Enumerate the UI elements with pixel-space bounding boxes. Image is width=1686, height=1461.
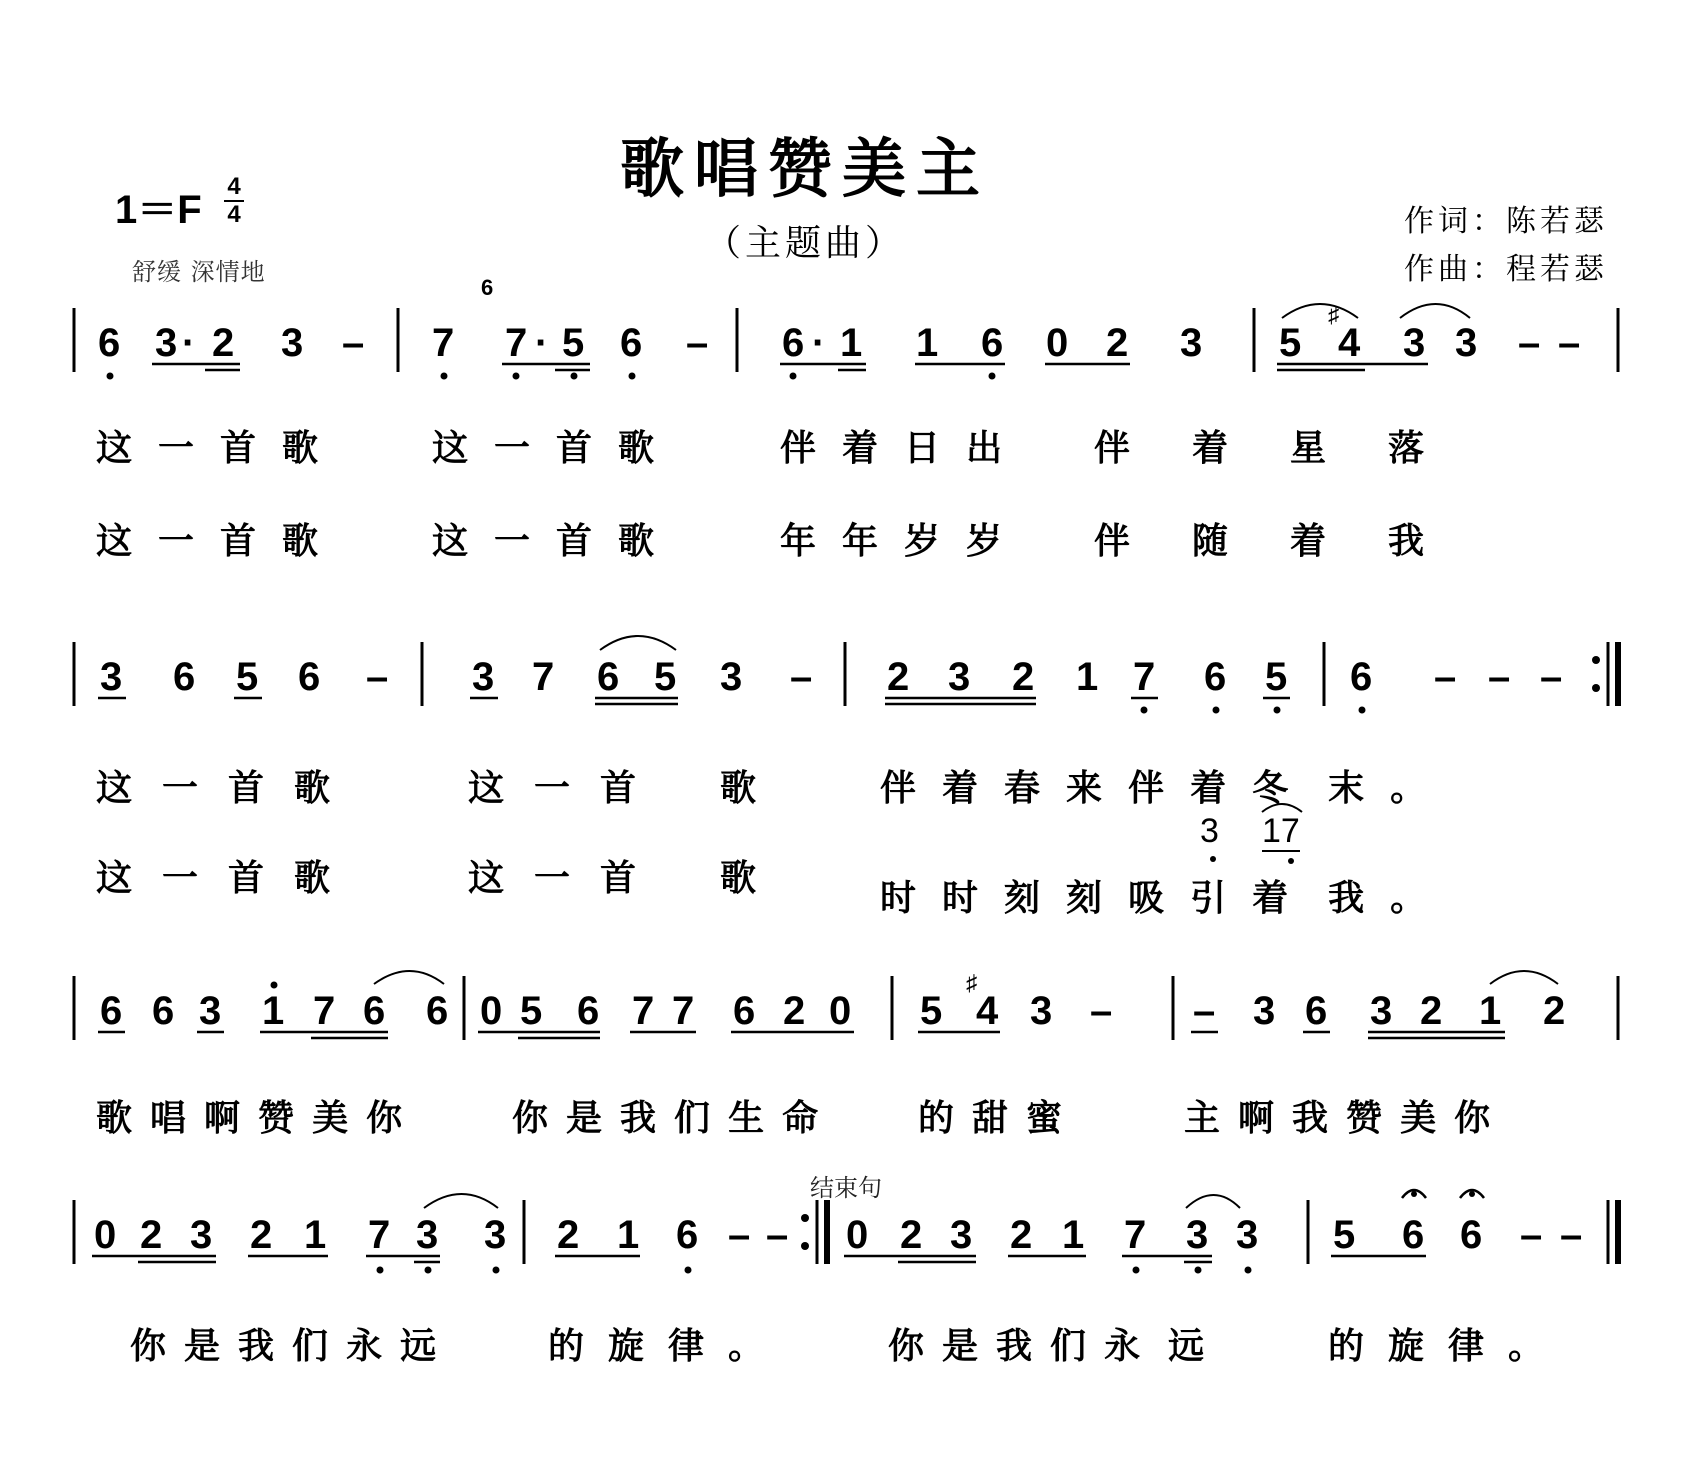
dash: –	[366, 655, 389, 699]
note: 3	[416, 1213, 439, 1257]
lyric-char: 美	[1400, 1097, 1455, 1139]
note: 1	[1479, 989, 1502, 1033]
ending-label: 结束句	[810, 1174, 882, 1202]
lyric-char: 春	[1004, 767, 1067, 809]
lyric-char: 生	[728, 1097, 783, 1139]
lyric-char: 首	[228, 767, 295, 809]
lyrics-row-1-verse-2d	[1094, 513, 1486, 564]
lyric-char: 你	[366, 1097, 421, 1139]
lyric-char: 美	[312, 1097, 367, 1139]
tempo-marking: 舒缓 深情地	[132, 258, 266, 286]
row-4-notes	[94, 1213, 1582, 1257]
composer-credit: 作曲：程若瑟	[1404, 252, 1608, 287]
lyric-char: 年	[780, 520, 843, 562]
row-2-notes	[100, 655, 1562, 699]
lyric-char: 伴	[880, 767, 943, 809]
note: 2	[212, 321, 235, 365]
note: 7	[368, 1213, 391, 1257]
lyric-char: 是	[942, 1325, 997, 1367]
note: 3	[1236, 1213, 1259, 1257]
lyrics-row-2-verse-2c	[880, 870, 1452, 921]
lyric-char: 的	[1328, 1325, 1389, 1367]
lyric-char: 这	[468, 767, 535, 809]
note: 0	[94, 1213, 117, 1257]
note: 3	[199, 989, 222, 1033]
note: 5	[1265, 655, 1288, 699]
row-3-notes	[100, 970, 1565, 1033]
note: 4	[1338, 321, 1361, 365]
note: 3	[1455, 321, 1478, 365]
lyric-char: 啊	[1238, 1097, 1293, 1139]
row-1-notes	[98, 275, 1580, 365]
note: 2	[1012, 655, 1035, 699]
note: 3	[1186, 1213, 1209, 1257]
lyric-char: 年	[842, 520, 905, 562]
lyric-char: 你	[512, 1097, 567, 1139]
lyrics-row-4c	[888, 1318, 1222, 1369]
sharp: ♯	[1328, 302, 1339, 327]
lyrics-row-3b	[512, 1090, 836, 1141]
note: 3	[484, 1213, 507, 1257]
dash: –	[1488, 655, 1511, 699]
note: 2	[887, 655, 910, 699]
lyric-char: 着	[1252, 877, 1315, 919]
fermata-dot	[1411, 1191, 1417, 1197]
fermata-dot	[1469, 1191, 1475, 1197]
lyric-char: 歌	[96, 1097, 151, 1139]
lyric-char: 我	[1388, 520, 1487, 562]
note: 3	[100, 655, 123, 699]
note: 2	[1106, 321, 1129, 365]
note: 7	[1124, 1213, 1147, 1257]
lyric-char: 永	[346, 1325, 401, 1367]
lyric-char: 们	[1050, 1325, 1105, 1367]
note: 3	[1253, 989, 1276, 1033]
lyric-char: 伴	[1128, 767, 1191, 809]
alt-note-pair: 17	[1262, 812, 1300, 850]
lyric-char: 旋	[1388, 1325, 1449, 1367]
lyrics-row-4d	[1328, 1318, 1568, 1369]
lyric-char: 星	[1290, 427, 1389, 469]
dash: –	[1434, 655, 1457, 699]
lyric-char: 歌	[720, 767, 787, 809]
lyric-char: 着	[1192, 427, 1291, 469]
note: 6	[597, 655, 620, 699]
note: 7	[313, 989, 336, 1033]
note: 5	[1279, 321, 1302, 365]
row-2-octave-dots	[1141, 707, 1366, 714]
lyricist-credit: 作词：陈若瑟	[1404, 204, 1608, 239]
lyrics-row-1-verse-2	[96, 513, 344, 564]
lyric-char: 引	[1190, 877, 1253, 919]
lyric-char: 我	[620, 1097, 675, 1139]
lyric-char: 是	[184, 1325, 239, 1367]
lyric-char: 来	[1066, 767, 1129, 809]
note: 6	[1305, 989, 1328, 1033]
lyric-char: 命	[782, 1097, 837, 1139]
note: 2	[900, 1213, 923, 1257]
lyric-char: 旋	[608, 1325, 669, 1367]
note: 2	[1010, 1213, 1033, 1257]
row-4-octave-dots	[377, 1267, 1252, 1274]
lyric-char: 的	[548, 1325, 609, 1367]
lyric-char: 们	[674, 1097, 729, 1139]
lyric-char: 一	[534, 767, 601, 809]
lyric-char: 啊	[204, 1097, 259, 1139]
lyric-char: 的	[918, 1097, 973, 1139]
lyric-char: 这	[468, 857, 535, 899]
lyric-char: 我。	[1328, 877, 1453, 919]
dash: –	[1558, 321, 1581, 365]
note: 5	[654, 655, 677, 699]
lyrics-row-1-verse-2b	[432, 513, 680, 564]
grace-note: 6	[481, 275, 494, 300]
note: 1	[840, 321, 863, 365]
lyric-char: 这	[96, 857, 163, 899]
lyric-char: 时	[942, 877, 1005, 919]
lyric-char: 律。	[1448, 1325, 1569, 1367]
dash: –	[686, 321, 709, 365]
lyric-char: 伴	[1094, 520, 1193, 562]
lyrics-row-1-verse-1b	[432, 420, 680, 471]
note: 5	[236, 655, 259, 699]
alt-note-dot	[1288, 858, 1294, 864]
row-1-slurs	[1282, 304, 1470, 318]
note: 3	[1370, 989, 1393, 1033]
lyric-char: 这	[432, 427, 495, 469]
lyric-char: 远	[400, 1325, 455, 1367]
lyric-char: 出	[966, 427, 1029, 469]
lyric-char: 时	[880, 877, 943, 919]
lyric-char: 我	[1292, 1097, 1347, 1139]
lyric-char: 远	[1168, 1325, 1223, 1367]
lyric-char: 岁	[904, 520, 967, 562]
lyrics-row-1-verse-1d	[1094, 420, 1486, 471]
row-3-underlines	[98, 1032, 1505, 1038]
song-subtitle: （主题曲）	[704, 223, 905, 264]
note: 6	[782, 321, 805, 365]
lyric-char: 你	[1454, 1097, 1509, 1139]
note: 6	[1350, 655, 1373, 699]
lyric-char: 唱	[150, 1097, 205, 1139]
lyric-char: 赞	[1346, 1097, 1401, 1139]
time-signature-bottom: 4	[227, 201, 241, 228]
lyric-char: 一	[158, 427, 221, 469]
lyrics-row-3	[96, 1090, 420, 1141]
note: 0	[1046, 321, 1069, 365]
lyric-char: 歌	[720, 857, 787, 899]
note: 6	[100, 989, 123, 1033]
dash: –	[790, 655, 813, 699]
lyric-char: 歌	[282, 520, 345, 562]
note: 0	[846, 1213, 869, 1257]
lyric-char: 歌	[618, 427, 681, 469]
note: 4	[976, 989, 999, 1033]
row-3-octave-dots	[271, 982, 278, 989]
note: 6	[733, 989, 756, 1033]
note: 2	[140, 1213, 163, 1257]
lyric-char: 歌	[282, 427, 345, 469]
lyric-char: 你	[130, 1325, 185, 1367]
alt-note: 3	[1200, 812, 1219, 850]
note: 5	[1333, 1213, 1356, 1257]
lyric-char: 首	[600, 767, 667, 809]
note: 1	[304, 1213, 327, 1257]
lyric-char: 一	[162, 767, 229, 809]
note: 1	[1062, 1213, 1085, 1257]
lyrics-row-2-verse-1b	[468, 760, 786, 811]
lyric-char: 随	[1192, 520, 1291, 562]
note: 3	[720, 655, 743, 699]
lyrics-row-3c	[918, 1090, 1080, 1141]
note: 2	[783, 989, 806, 1033]
lyric-char: 歌	[618, 520, 681, 562]
note: 6	[98, 321, 121, 365]
note: 1	[1076, 655, 1099, 699]
lyric-char: 首	[556, 427, 619, 469]
note: 6	[577, 989, 600, 1033]
key-signature: 1＝F	[115, 188, 202, 232]
lyric-char: 这	[96, 427, 159, 469]
lyrics-row-3d	[1184, 1090, 1508, 1141]
lyric-char: 蜜	[1026, 1097, 1081, 1139]
note: 6	[676, 1213, 699, 1257]
lyric-char: 一	[494, 427, 557, 469]
sharp: ♯	[966, 970, 977, 995]
lyric-char: 这	[432, 520, 495, 562]
lyric-char: 冬	[1252, 767, 1315, 809]
lyric-char: 律。	[668, 1325, 789, 1367]
lyric-char: 永	[1104, 1325, 1159, 1367]
lyric-char: 伴	[1094, 427, 1193, 469]
lyrics-row-4	[130, 1318, 454, 1369]
lyrics-row-4b	[548, 1318, 788, 1369]
dash: –	[342, 321, 365, 365]
note: 7	[1133, 655, 1156, 699]
note: 3	[1403, 321, 1426, 365]
lyric-char: 们	[292, 1325, 347, 1367]
dot: ·	[182, 321, 196, 365]
note: 7	[432, 321, 455, 365]
time-signature-top: 4	[227, 173, 241, 200]
lyric-char: 伴	[780, 427, 843, 469]
note: 2	[1543, 989, 1566, 1033]
lyric-char: 着	[942, 767, 1005, 809]
note: 6	[620, 321, 643, 365]
lyric-char: 刻	[1066, 877, 1129, 919]
note: 2	[1420, 989, 1443, 1033]
alt-note-dot	[1210, 856, 1216, 862]
note: 6	[981, 321, 1004, 365]
note: 0	[480, 989, 503, 1033]
lyric-char: 着	[1190, 767, 1253, 809]
note: 3	[472, 655, 495, 699]
lyric-char: 你	[888, 1325, 943, 1367]
note: 5	[562, 321, 585, 365]
lyric-char: 首	[228, 857, 295, 899]
note: 1	[617, 1213, 640, 1257]
note: 3	[190, 1213, 213, 1257]
note: 7	[672, 989, 695, 1033]
note: 3	[1180, 321, 1203, 365]
note: 3	[155, 321, 178, 365]
lyric-char: 首	[600, 857, 667, 899]
note: 3	[950, 1213, 973, 1257]
dot: ·	[812, 321, 826, 365]
lyric-char: 着	[842, 427, 905, 469]
row-2-underlines	[98, 698, 1290, 704]
note: 2	[557, 1213, 580, 1257]
note: 7	[532, 655, 555, 699]
note: 3	[281, 321, 304, 365]
dash: –	[1520, 1213, 1543, 1257]
note: 6	[1460, 1213, 1483, 1257]
lyric-char: 着	[1290, 520, 1389, 562]
note: 6	[173, 655, 196, 699]
lyric-char: 是	[566, 1097, 621, 1139]
lyrics-row-1-verse-1c	[780, 420, 1028, 471]
repeat-dots	[801, 656, 1600, 1250]
note: 1	[916, 321, 939, 365]
note: 0	[829, 989, 852, 1033]
note: 3	[948, 655, 971, 699]
lyric-char: 主	[1184, 1097, 1239, 1139]
lyrics-row-1-verse-1	[96, 420, 344, 471]
lyric-char: 我	[238, 1325, 293, 1367]
lyric-char: 一	[158, 520, 221, 562]
lyric-char: 这	[96, 767, 163, 809]
note: 2	[250, 1213, 273, 1257]
lyric-char: 日	[904, 427, 967, 469]
lyric-char: 岁	[966, 520, 1029, 562]
note: 5	[520, 989, 543, 1033]
lyric-char: 赞	[258, 1097, 313, 1139]
dash: –	[1090, 989, 1113, 1033]
row-4-underlines	[92, 1256, 1426, 1262]
note: 6	[1204, 655, 1227, 699]
note: 6	[363, 989, 386, 1033]
note: 7	[632, 989, 655, 1033]
lyrics-row-2-verse-2	[96, 850, 360, 901]
lyric-char: 一	[534, 857, 601, 899]
row-2-slurs	[600, 636, 676, 650]
note: 1	[262, 989, 285, 1033]
lyric-char: 首	[220, 520, 283, 562]
lyric-char: 歌	[294, 767, 361, 809]
lyric-char: 刻	[1004, 877, 1067, 919]
lyric-char: 歌	[294, 857, 361, 899]
note: 6	[152, 989, 175, 1033]
song-title: 歌唱赞美主	[620, 132, 990, 207]
note: 6	[298, 655, 321, 699]
dot: ·	[535, 321, 549, 365]
note: –	[1193, 989, 1216, 1033]
note: 7	[505, 321, 528, 365]
dash: –	[728, 1213, 751, 1257]
note: 6	[426, 989, 449, 1033]
lyrics-row-2-verse-1c	[880, 760, 1452, 811]
fermata-icons	[1402, 1190, 1484, 1198]
lyric-char: 甜	[972, 1097, 1027, 1139]
dash: –	[1540, 655, 1563, 699]
dash: –	[766, 1213, 789, 1257]
lyric-char: 落	[1388, 427, 1487, 469]
row-1-octave-dots	[107, 373, 996, 380]
lyric-char: 一	[162, 857, 229, 899]
lyrics-row-2-verse-2b	[468, 850, 786, 901]
lyric-char: 我	[996, 1325, 1051, 1367]
dash: –	[1560, 1213, 1583, 1257]
lyric-char: 这	[96, 520, 159, 562]
lyric-char: 首	[556, 520, 619, 562]
lyrics-row-1-verse-2c	[780, 513, 1028, 564]
note: 5	[920, 989, 943, 1033]
lyric-char: 末。	[1328, 767, 1453, 809]
lyric-char: 吸	[1128, 877, 1191, 919]
lyric-char: 一	[494, 520, 557, 562]
note: 3	[1030, 989, 1053, 1033]
note: 6	[1402, 1213, 1425, 1257]
lyrics-row-2-verse-1	[96, 760, 360, 811]
dash: –	[1518, 321, 1541, 365]
lyric-char: 首	[220, 427, 283, 469]
